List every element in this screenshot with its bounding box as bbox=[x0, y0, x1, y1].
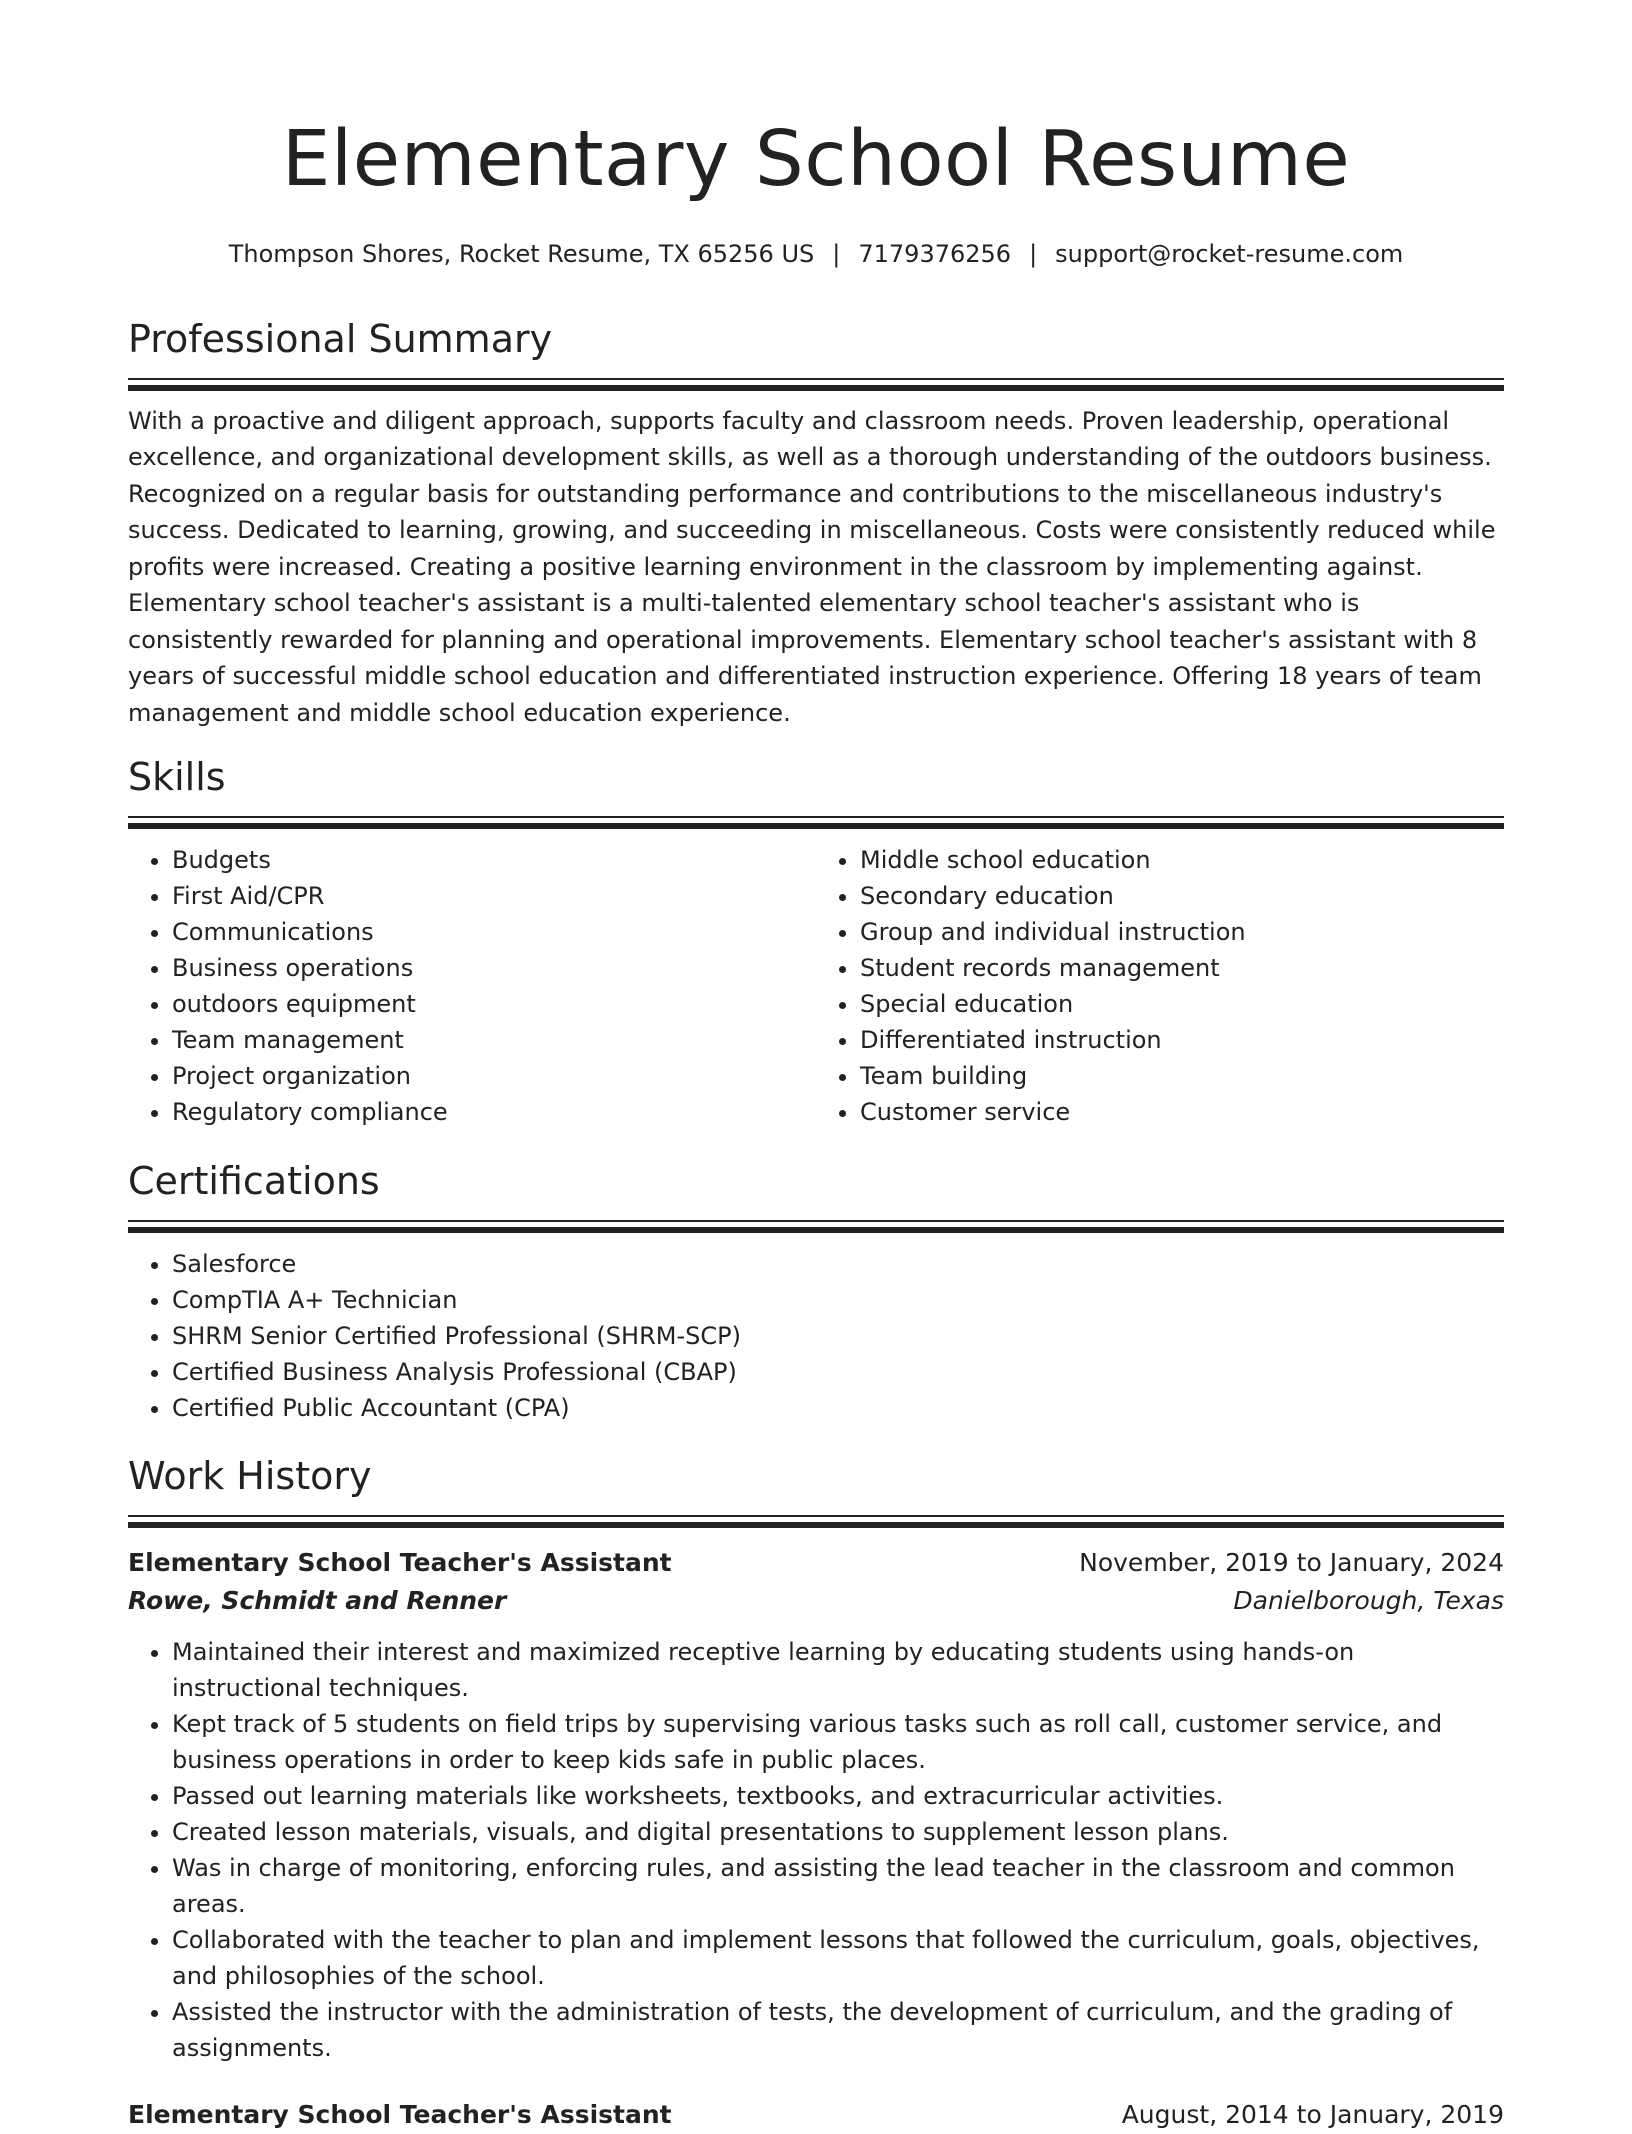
job-entry bbox=[128, 2096, 1504, 2134]
job-location: Danielborough, Texas bbox=[1233, 1585, 1504, 1615]
skill-item: • Budgets bbox=[172, 842, 816, 878]
contact-separator: | bbox=[832, 240, 841, 268]
work-history-heading: Work History bbox=[128, 1454, 372, 1498]
certification-item: • Salesforce bbox=[172, 1246, 1504, 1282]
job-header-row bbox=[128, 2096, 1504, 2134]
certification-item: • Certified Business Analysis Professional (CBAP) bbox=[172, 1354, 1504, 1390]
skills-grid bbox=[128, 842, 1504, 1130]
duty-item: • Passed out learning materials like worksheets, textbooks, and extracurricular activities. bbox=[172, 1778, 1504, 1814]
job-dates: November, 2019 to January, 2024 bbox=[1079, 1547, 1504, 1577]
skill-item: • Middle school education bbox=[860, 842, 1504, 878]
skill-item: • Differentiated instruction bbox=[860, 1022, 1504, 1058]
job-header-row bbox=[128, 1544, 1504, 1582]
section-divider-thin bbox=[128, 1515, 1504, 1517]
certifications-section bbox=[128, 1160, 1504, 1426]
resume-title: Elementary School Resume bbox=[281, 115, 1351, 204]
certifications-list bbox=[128, 1246, 1504, 1426]
skill-item: • Business operations bbox=[172, 950, 816, 986]
skill-item: • First Aid/CPR bbox=[172, 878, 816, 914]
section-divider-thin bbox=[128, 1220, 1504, 1222]
skills-heading: Skills bbox=[128, 755, 226, 799]
skill-item: • Student records management bbox=[860, 950, 1504, 986]
skill-item: • Team management bbox=[172, 1022, 816, 1058]
duty-item: • Created lesson materials, visuals, and digital presentations to supplement lesson plans. bbox=[172, 1814, 1504, 1850]
skill-item: • Secondary education bbox=[860, 878, 1504, 914]
skills-section bbox=[128, 756, 1504, 1130]
duty-item: • Kept track of 5 students on field trips by supervising various tasks such as roll call, customer service, and business operations in order to keep kids safe in public places. bbox=[172, 1706, 1504, 1778]
contact-phone: 7179376256 bbox=[858, 240, 1012, 268]
section-divider-thin bbox=[128, 378, 1504, 380]
job-company: Rowe, Schmidt and Renner bbox=[128, 1585, 507, 1615]
duty-item: • Collaborated with the teacher to plan and implement lessons that followed the curriculum, goals, objectives, and philosophies of the school. bbox=[172, 1922, 1504, 1994]
certification-item: • SHRM Senior Certified Professional (SHRM-SCP) bbox=[172, 1318, 1504, 1354]
duty-item: • Was in charge of monitoring, enforcing rules, and assisting the lead teacher in the classroom and common areas. bbox=[172, 1850, 1504, 1922]
work-history-section bbox=[128, 1455, 1504, 2134]
job-entry bbox=[128, 1544, 1504, 2066]
job-duties-list bbox=[128, 1634, 1504, 2066]
skill-item: • Regulatory compliance bbox=[172, 1094, 816, 1130]
contact-address: Thompson Shores, Rocket Resume, TX 65256 US bbox=[228, 240, 815, 268]
skill-item: • outdoors equipment bbox=[172, 986, 816, 1022]
section-divider-thick bbox=[128, 1227, 1504, 1233]
skills-left-list bbox=[128, 842, 816, 1130]
contact-line bbox=[128, 240, 1504, 268]
contact-email: support@rocket-resume.com bbox=[1055, 240, 1404, 268]
contact-separator: | bbox=[1029, 240, 1038, 268]
skill-item: • Project organization bbox=[172, 1058, 816, 1094]
job-company-row bbox=[128, 1582, 1504, 1620]
skill-item: • Team building bbox=[860, 1058, 1504, 1094]
section-divider-thin bbox=[128, 816, 1504, 818]
skill-item: • Communications bbox=[172, 914, 816, 950]
summary-heading: Professional Summary bbox=[128, 317, 553, 361]
skills-right-list bbox=[816, 842, 1504, 1130]
skill-item: • Group and individual instruction bbox=[860, 914, 1504, 950]
summary-text: With a proactive and diligent approach, supports faculty and classroom needs. Proven leadership, operational excellence, and organizational development skills, as well as a thorough understanding of the outdoors business. Recognized on a regular basis for outstanding performance and contributions to the miscellaneous industry's success. Dedicated to learning, growing, and succeeding in miscellaneous. Costs were consistently reduced while profits were increased. Creating a positive learning environment in the classroom by implementing against. Elementary school teacher's assistant is a multi-talented elementary school teacher's assistant who is consistently rewarded for planning and operational improvements. Elementary school teacher's assistant with 8 years of successful middle school education and differentiated instruction experience. Offering 18 years of team management and middle school education experience. bbox=[128, 406, 1496, 727]
section-divider-thick bbox=[128, 385, 1504, 391]
duty-item: • Assisted the instructor with the administration of tests, the development of curriculum, and the grading of assignments. bbox=[172, 1994, 1504, 2066]
certifications-heading: Certifications bbox=[128, 1159, 380, 1203]
duty-item: • Maintained their interest and maximized receptive learning by educating students using hands-on instructional techniques. bbox=[172, 1634, 1504, 1706]
job-title: Elementary School Teacher's Assistant bbox=[128, 2099, 672, 2129]
summary-section bbox=[128, 318, 1504, 731]
job-dates: August, 2014 to January, 2019 bbox=[1121, 2099, 1504, 2129]
section-divider-thick bbox=[128, 823, 1504, 829]
skill-item: • Special education bbox=[860, 986, 1504, 1022]
skill-item: • Customer service bbox=[860, 1094, 1504, 1130]
certification-item: • CompTIA A+ Technician bbox=[172, 1282, 1504, 1318]
job-title: Elementary School Teacher's Assistant bbox=[128, 1547, 672, 1577]
section-divider-thick bbox=[128, 1522, 1504, 1528]
certification-item: • Certified Public Accountant (CPA) bbox=[172, 1390, 1504, 1426]
